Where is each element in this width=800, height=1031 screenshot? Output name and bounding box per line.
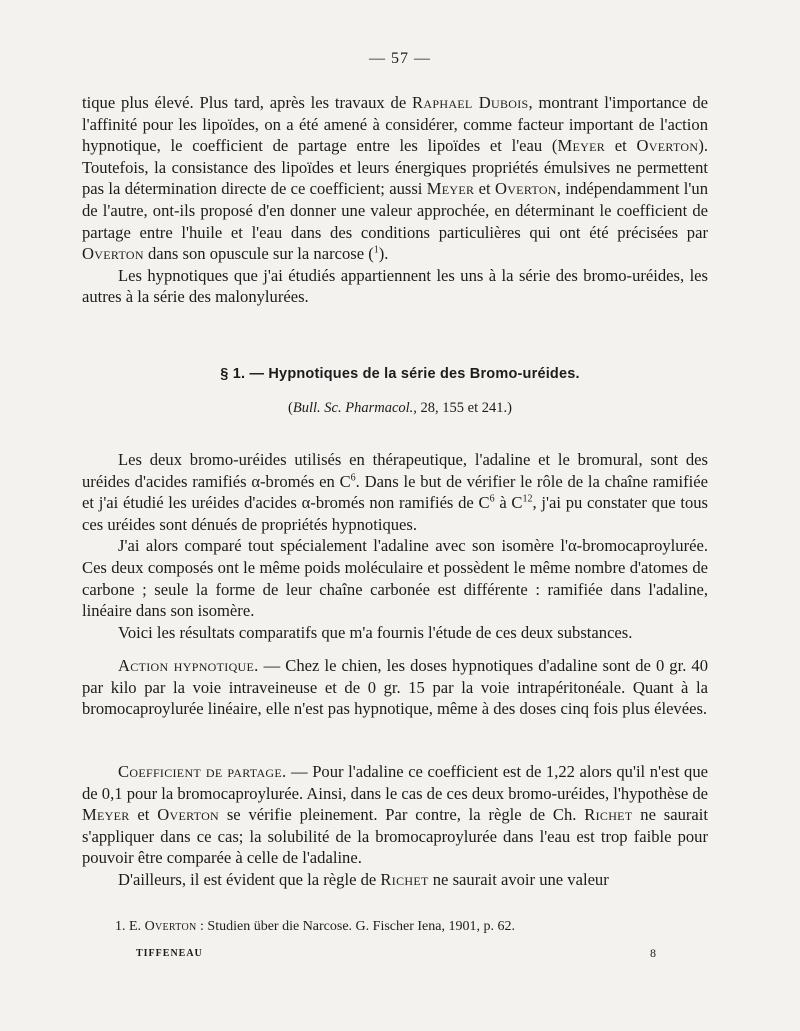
text-run: ). Toutefois, la consistance des lipoïdes et leurs énergiques propriétés émulsives ne permettent pas la détermination directe de ce coefficient; aussi — [82, 136, 708, 199]
superscript: 6 — [350, 472, 356, 484]
text-run: ne saurait s'appliquer dans ce cas; la solubilité de la bromocaproylurée dans l'eau est trop faible pour pouvoir être comparée à celle de l'adaline. — [82, 805, 708, 868]
text-run: , j'ai pu constater que tous ces uréides sont dénués de propriétés hypnotiques. — [82, 493, 709, 534]
author-name: Overton — [82, 244, 144, 264]
text-run: et — [474, 179, 495, 199]
paragraph-bromoureides — [82, 449, 708, 535]
ref-journal: Bull. Sc. Pharmacol. — [292, 400, 414, 416]
text-run: , montrant l'importance de l'affinité pour les lipoïdes, on a été amené à considérer, comme facteur important de l'action hypnotique, le coefficient de partage entre les lipoïdes et l'eau ( — [82, 93, 709, 156]
section-heading: § 1. — Hypnotiques de la série des Bromo-uréides. — [220, 366, 580, 382]
author-name: Overton — [636, 136, 699, 156]
ref-details: , 28, 155 et 241.) — [413, 400, 512, 416]
section-reference — [0, 400, 800, 417]
paragraph-coefficient-history — [82, 92, 708, 265]
author-name: Meyer — [82, 805, 130, 825]
text-run: et — [605, 136, 637, 156]
intro-block — [82, 92, 708, 308]
paragraph-richet-rule — [82, 869, 708, 891]
text-run: se vérifie pleinement. Par contre, la règle de Ch. — [219, 805, 585, 825]
author-name: Meyer — [557, 136, 606, 156]
paragraph-isomer-comparison: J'ai alors comparé tout spécialement l'adaline avec son isomère l'α-bromocaproylurée. Ces deux composés ont le même poids moléculaire et possèdent le même nombre d'atomes de carbone ; seule la forme de leur chaîne carbonée est différente : ramifiée dans l'adaline, linéaire dans son isomère. — [82, 536, 708, 621]
paragraph-partition-coefficient — [82, 761, 708, 869]
superscript: 6 — [489, 493, 495, 505]
author-name: Overton — [144, 919, 197, 934]
text-run: — Pour l'adaline ce coefficient est de 1,22 alors qu'il n'est que de 0,1 pour la bromocaproylurée. Ainsi, dans le cas de ces deux bromo-uréides, l'hypothèse de — [82, 762, 708, 803]
partition-block — [82, 761, 708, 891]
superscript: 12 — [522, 493, 533, 505]
author-name: Raphael Dubois — [412, 93, 529, 112]
text-run: , indépendamment l'un de l'autre, ont-ils proposé d'en donner une valeur approchée, en déterminant le coefficient de partage entre l'huile et l'eau dans des conditions particulières qui ont été précisées par — [82, 179, 708, 242]
text-run: — Chez le chien, les doses hypnotiques d'adaline sont de 0 gr. 40 par kilo par la voie intraveineuse et de 0 gr. 15 par la voie intrapéritonéale. Quant à la bromocaproylurée linéaire, elle n'est pas hypnotique, même à des doses cinq fois plus élevées. — [82, 656, 709, 719]
paragraph-hypnotics-series: Les hypnotiques que j'ai étudiés appartiennent les uns à la série des bromo-uréides, les autres à la série des malonylurées. — [82, 265, 708, 307]
page-number: — 57 — — [369, 50, 431, 67]
text-run: dans son opuscule sur la narcose ( — [143, 244, 374, 264]
paragraph-label: Action hypnotique. — [118, 656, 259, 675]
text-run: ne saurait avoir une valeur — [428, 869, 609, 889]
ref-open: ( — [288, 400, 293, 416]
section-body — [82, 449, 708, 643]
author-name: Overton — [494, 179, 557, 199]
text-run: Les deux bromo-uréides utilisés en thérapeutique, l'adaline et le bromural, sont des uréides d'acides ramifiés α-bromés en C — [82, 450, 708, 491]
text-run: tique plus élevé. Plus tard, après les travaux de — [82, 93, 413, 112]
footnote — [115, 919, 715, 935]
author-name: Richet — [584, 805, 633, 825]
text-run: D'ailleurs, il est évident que la règle de — [118, 869, 381, 889]
footnote-marker: 1 — [373, 244, 379, 256]
footnote-number: 1. E. — [115, 919, 145, 934]
author-name: Overton — [157, 805, 220, 825]
footnote-text: : Studien über die Narcose. G. Fischer Iena, 1901, p. 62. — [196, 919, 515, 934]
hypnotic-action-block — [82, 655, 708, 720]
author-name: Richet — [380, 869, 429, 889]
signature-mark: TIFFENEAU — [136, 948, 203, 959]
paragraph-results-intro: Voici les résultats comparatifs que m'a fournis l'étude de ces deux substances. — [118, 622, 633, 642]
author-name: Meyer — [426, 179, 475, 199]
text-run: et — [129, 805, 158, 825]
paragraph-label: Coefficient de partage. — [118, 762, 287, 781]
sheet-number: 8 — [650, 946, 656, 960]
paragraph-hypnotic-action — [82, 655, 708, 720]
text-run: à C — [494, 493, 523, 513]
text-run: ). — [378, 244, 389, 264]
text-run: . Dans le but de vérifier le rôle de la chaîne ramifiée et j'ai étudié les uréides d'acides α-bromés non ramifiés de C — [82, 471, 708, 513]
